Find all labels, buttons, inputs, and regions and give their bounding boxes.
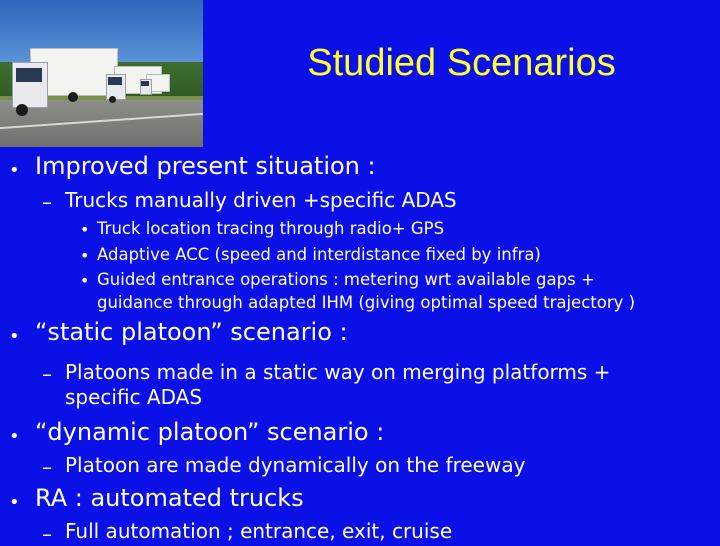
bullet-dynamic-platoon: “dynamic platoon” scenario :	[35, 418, 385, 446]
slide-title: Studied Scenarios	[307, 42, 616, 84]
truck-front	[8, 48, 118, 118]
sub-platoons-static: Platoons made in a static way on merging platforms +	[65, 360, 611, 384]
sub-bullet-marker: •	[80, 246, 90, 265]
sub-full-automation: Full automation ; entrance, exit, cruise	[65, 519, 453, 543]
sub-bullet-marker: •	[80, 220, 90, 239]
item-adaptive-acc: Adaptive ACC (speed and interdistance fixed by infra)	[97, 245, 541, 264]
bullet-ra-automated-trucks: RA : automated trucks	[35, 484, 304, 512]
dash-marker: –	[42, 522, 52, 546]
dash-marker: –	[42, 455, 52, 479]
bullet-marker: •	[9, 426, 20, 447]
item-guided-entrance: Guided entrance operations : metering wrt available gaps +	[97, 270, 595, 289]
bullet-static-platoon: “static platoon” scenario :	[35, 318, 348, 346]
sub-bullet-marker: •	[80, 271, 90, 290]
bullet-marker: •	[9, 492, 20, 513]
dash-marker: –	[42, 190, 52, 214]
trucks-photo	[0, 0, 203, 147]
sub-trucks-manually-driven: Trucks manually driven +specific ADAS	[65, 188, 457, 212]
truck-rear	[140, 74, 170, 102]
sub-platoon-dynamic: Platoon are made dynamically on the freeway	[65, 453, 526, 477]
item-truck-location-tracing: Truck location tracing through radio+ GPS	[97, 219, 445, 238]
bullet-marker: •	[9, 326, 20, 347]
bullet-marker: •	[9, 160, 20, 181]
sub-platoons-static-cont: specific ADAS	[65, 385, 203, 409]
bullet-improved-present-situation: Improved present situation :	[35, 152, 376, 180]
item-guided-entrance-cont: guidance through adapted IHM (giving optimal speed trajectory )	[97, 293, 636, 312]
dash-marker: –	[42, 362, 52, 386]
